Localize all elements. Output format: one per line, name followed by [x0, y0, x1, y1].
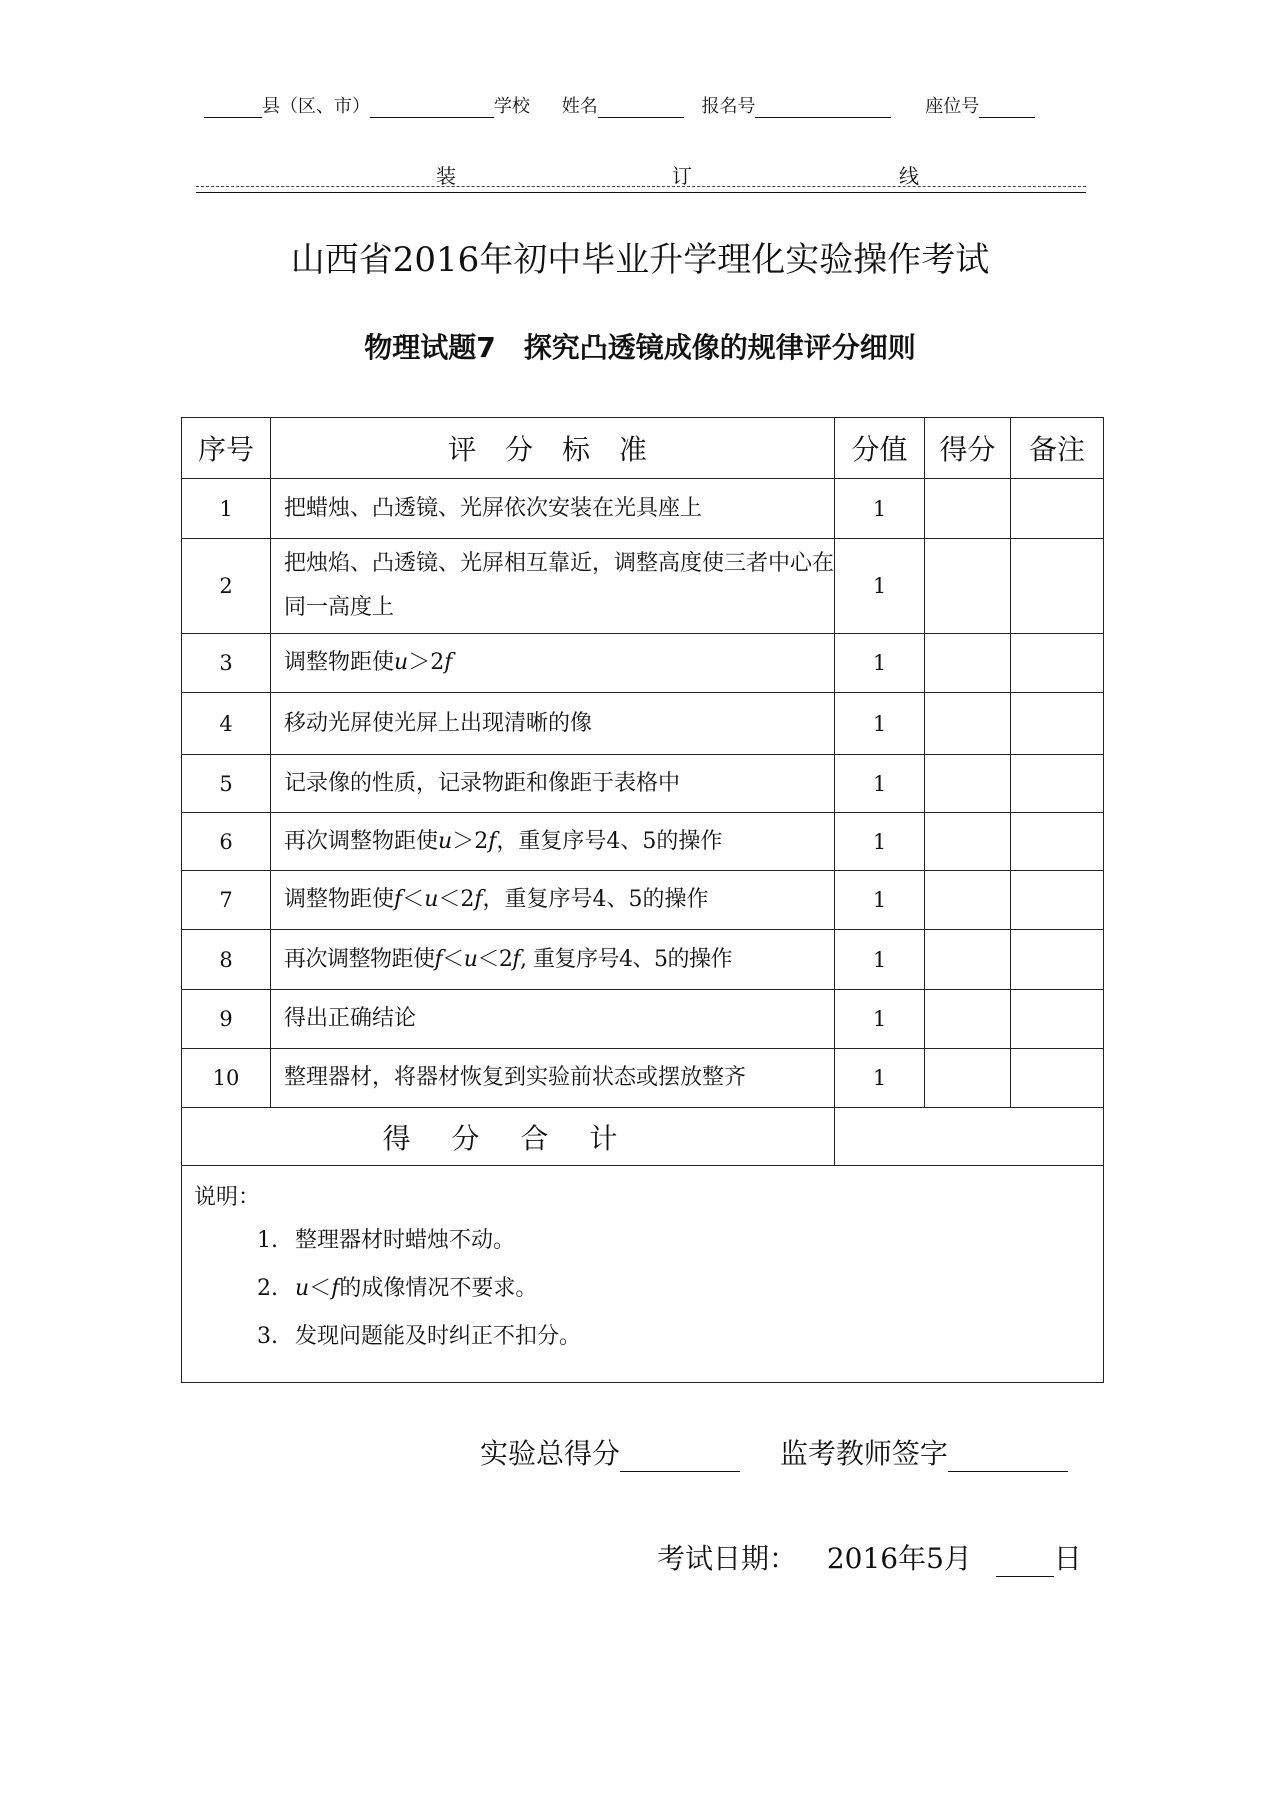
row-got-cell[interactable]: [925, 755, 1011, 813]
date-label: 考试日期：: [657, 1542, 798, 1575]
notes-row: [182, 1166, 1104, 1383]
notes-title: 说明：: [194, 1185, 261, 1210]
row-score: 1: [835, 693, 925, 755]
row-desc: 把烛焰、凸透镜、光屏相互靠近，调整高度使三者中心在同一高度上: [271, 539, 835, 634]
row-got-cell[interactable]: [925, 634, 1011, 693]
row-score: 1: [835, 930, 925, 990]
page-subtitle: 物理试题7 探究凸透镜成像的规律评分细则: [364, 331, 916, 364]
header-got: 得分: [925, 418, 1011, 479]
row-got-cell[interactable]: [925, 693, 1011, 755]
day-label: 日: [1053, 1542, 1082, 1575]
binding-char-2: 订: [672, 164, 692, 188]
row-note-cell[interactable]: [1011, 930, 1104, 990]
header-no: 序号: [182, 418, 271, 479]
row-score: 1: [835, 755, 925, 813]
row-note-cell[interactable]: [1011, 990, 1104, 1049]
table-row: [182, 479, 1104, 539]
note-item: 1. 整理器材时蜡烛不动。: [257, 1228, 516, 1253]
row-note-cell[interactable]: [1011, 634, 1104, 693]
row-no: 2: [182, 539, 271, 634]
row-got-cell[interactable]: [925, 871, 1011, 930]
row-score: 1: [835, 634, 925, 693]
row-score: 1: [835, 1049, 925, 1108]
row-note-cell[interactable]: [1011, 693, 1104, 755]
notes-cell: [182, 1166, 1104, 1383]
county-label: 县（区、市）: [262, 96, 370, 117]
row-score: 1: [835, 479, 925, 539]
reg-blank[interactable]: [755, 117, 891, 118]
row-desc: 再次调整物距使u＞2f，重复序号4、5的操作: [271, 813, 835, 871]
row-note-cell[interactable]: [1011, 871, 1104, 930]
row-no: 5: [182, 755, 271, 813]
county-blank[interactable]: [204, 117, 262, 118]
row-got-cell[interactable]: [925, 1049, 1011, 1108]
date-line: [657, 1537, 1082, 1577]
row-note-cell[interactable]: [1011, 1049, 1104, 1108]
row-note-cell[interactable]: [1011, 539, 1104, 634]
seat-blank[interactable]: [979, 117, 1035, 118]
page-title: 山西省2016年初中毕业升学理化实验操作考试: [290, 240, 990, 280]
total-score-blank[interactable]: [620, 1471, 740, 1472]
total-value-cell[interactable]: [835, 1108, 1104, 1166]
note-item: 3. 发现问题能及时纠正不扣分。: [257, 1324, 582, 1349]
row-desc: 再次调整物距使f＜u＜2f, 重复序号4、5的操作: [271, 930, 835, 990]
table-row: [182, 813, 1104, 871]
table-row: [182, 871, 1104, 930]
table-row: [182, 755, 1104, 813]
row-got-cell[interactable]: [925, 539, 1011, 634]
scoring-table: [181, 417, 1104, 1383]
header-standard: 评 分 标 准: [271, 418, 835, 479]
table-row: [182, 539, 1104, 634]
binding-dashed-line: [196, 186, 1086, 187]
school-blank[interactable]: [370, 117, 494, 118]
table-row: [182, 930, 1104, 990]
table-row: [182, 1049, 1104, 1108]
row-no: 6: [182, 813, 271, 871]
row-desc: 记录像的性质，记录物距和像距于表格中: [271, 755, 835, 813]
row-got-cell[interactable]: [925, 990, 1011, 1049]
row-desc: 调整物距使f＜u＜2f，重复序号4、5的操作: [271, 871, 835, 930]
row-no: 9: [182, 990, 271, 1049]
total-score-label: 实验总得分: [480, 1437, 621, 1470]
row-got-cell[interactable]: [925, 930, 1011, 990]
row-score: 1: [835, 813, 925, 871]
name-label: 姓名: [561, 96, 598, 117]
binding-char-3: 线: [899, 164, 919, 188]
row-no: 8: [182, 930, 271, 990]
day-blank[interactable]: [996, 1576, 1054, 1577]
row-score: 1: [835, 871, 925, 930]
proctor-label: 监考教师签字: [779, 1437, 948, 1470]
row-note-cell[interactable]: [1011, 813, 1104, 871]
proctor-blank[interactable]: [948, 1471, 1068, 1472]
school-label: 学校: [494, 96, 530, 117]
total-label: 得 分 合 计: [182, 1108, 835, 1166]
row-got-cell[interactable]: [925, 479, 1011, 539]
row-score: 1: [835, 539, 925, 634]
row-desc: 移动光屏使光屏上出现清晰的像: [271, 693, 835, 755]
table-row: [182, 634, 1104, 693]
row-no: 3: [182, 634, 271, 693]
header-score: 分值: [835, 418, 925, 479]
table-row: [182, 990, 1104, 1049]
seat-label: 座位号: [925, 96, 980, 117]
binding-char-1: 装: [436, 164, 456, 188]
row-got-cell[interactable]: [925, 813, 1011, 871]
table-row: [182, 693, 1104, 755]
row-desc: 整理器材，将器材恢复到实验前状态或摆放整齐: [271, 1049, 835, 1108]
note-item: 2. u＜f的成像情况不要求。: [257, 1276, 538, 1301]
row-desc: 得出正确结论: [271, 990, 835, 1049]
header-fields: [204, 92, 1035, 118]
row-no: 10: [182, 1049, 271, 1108]
row-desc: 把蜡烛、凸透镜、光屏依次安装在光具座上: [271, 479, 835, 539]
row-no: 4: [182, 693, 271, 755]
date-value: 2016年5月: [826, 1542, 972, 1575]
name-blank[interactable]: [598, 117, 684, 118]
row-no: 1: [182, 479, 271, 539]
binding-solid-line: [196, 192, 1086, 193]
header-note: 备注: [1011, 418, 1104, 479]
reg-label: 报名号: [701, 96, 756, 117]
table-header-row: [182, 418, 1104, 479]
row-desc: 调整物距使u＞2f: [271, 634, 835, 693]
row-score: 1: [835, 990, 925, 1049]
row-no: 7: [182, 871, 271, 930]
row-note-cell[interactable]: [1011, 479, 1104, 539]
signature-line: [480, 1432, 1068, 1472]
row-note-cell[interactable]: [1011, 755, 1104, 813]
total-row: [182, 1108, 1104, 1166]
